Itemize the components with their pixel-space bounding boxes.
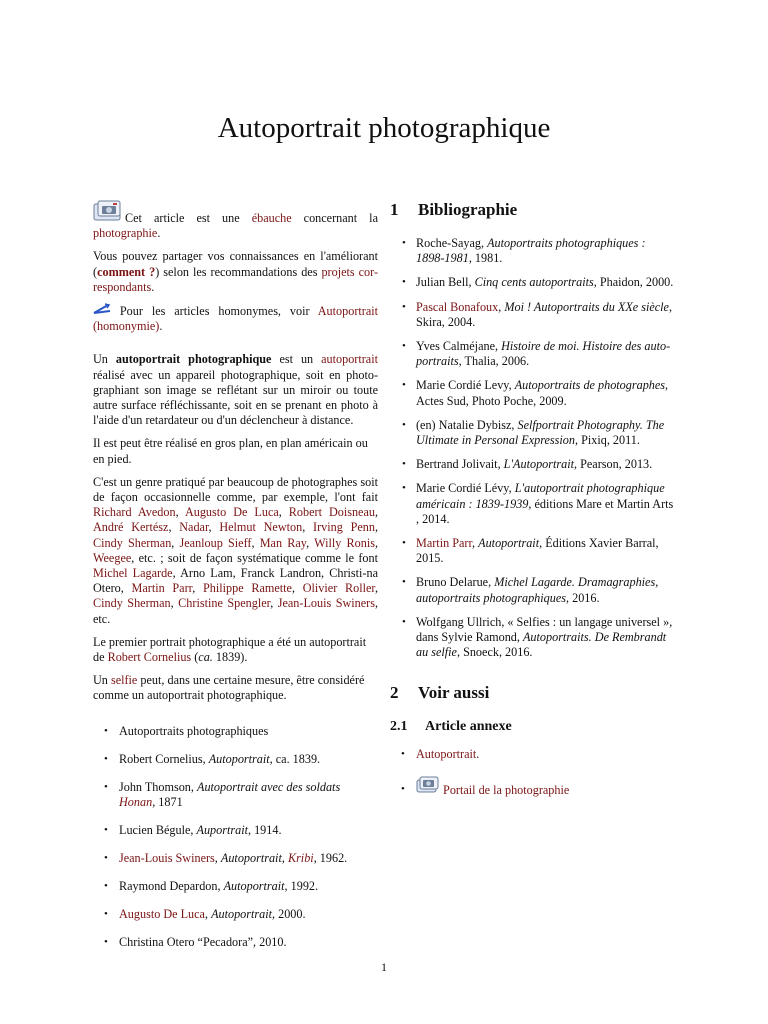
link-photographer[interactable]: Martin Parr [131,581,193,596]
bibliography-list [390,236,676,660]
link-homonymie[interactable]: Autoportrait (homonymie) [93,304,378,334]
list-item: • Autoportraits photographiques [93,724,378,739]
link-photographer[interactable]: Jeanloup Sieff [179,535,252,550]
link-ebauche[interactable]: ébauche [251,211,292,225]
section-heading-bibliographie: 1 Bibliographie [390,200,518,219]
intro-paragraph: Un autoportrait photographique est un autoportrait réalisé avec un appareil photographique, soit en photo-graphiant son image se reflétant sur un miroir ou toute autre surface réfléchissante, soit en se prenant en photo à l'aide d'un retardateur ou d'un déclencheur à distance. [93,352,378,428]
link-photographer[interactable]: Michel Lagarde [93,566,173,581]
selfie-paragraph: Un selfie peut, dans une certaine mesure, être considéré comme un autoportrait photographique. [93,673,365,703]
examples-list [93,724,378,950]
stub-notice: Cet article est une ébauche concernant la photographie. [93,208,378,241]
list-item: • Julian Bell, Cinq cents autoportraits, Phaidon, 2000. [390,275,676,290]
link-photographer[interactable]: Nadar [179,520,209,535]
annexe-list [390,747,676,798]
plan-paragraph: Il est peut être réalisé en gros plan, en plan américain ou en pied. [93,436,368,466]
list-item: • John Thomson, Autoportrait avec des soldats Honan, 1871 [93,780,378,810]
link-parr[interactable]: Martin Parr [416,536,473,551]
link-projets[interactable]: projets cor-respondants [93,264,379,294]
link-photographer[interactable]: Philippe Ramette [203,581,292,596]
link-selfie[interactable]: selfie [110,673,138,688]
list-item: • Lucien Bégule, Auportrait, 1914. [93,823,378,838]
link-autoportrait[interactable]: autoportrait [321,352,378,367]
list-item: • Raymond Depardon, Autoportrait, 1992. [93,879,378,894]
link-honan[interactable]: Honan [119,794,153,809]
list-item: • Roche-Sayag, Autoportraits photographiques : 1898-1981, 1981. [390,236,676,266]
link-photographer[interactable]: Christine Spengler [178,596,271,611]
section-heading-article-annexe: 2.1 Article annexe [390,719,512,735]
link-photographer[interactable]: Jean-Louis Swiners [277,596,375,611]
list-item: • Pascal Bonafoux, Moi ! Autoportraits du XXe siècle, Skira, 2004. [390,300,676,330]
left-column [93,208,378,950]
link-photographer[interactable]: Olivier Roller [302,581,375,596]
link-bonafoux[interactable]: Pascal Bonafoux [416,299,499,314]
link-photographer[interactable]: Willy Ronis [314,535,375,550]
list-item: • Martin Parr, Autoportrait, Éditions Xavier Barral, 2015. [390,536,676,566]
disambiguation-icon [93,303,111,319]
link-photographer[interactable]: Man Ray [259,535,307,550]
link-autoportrait-annexe[interactable]: Autoportrait [416,746,477,761]
page-number: 1 [381,960,387,974]
list-item: • Yves Calméjane, Histoire de moi. Histoire des auto-portraits, Thalia, 2006. [390,339,676,369]
list-item: • Marie Cordié Levy, Autoportraits de photographes, Actes Sud, Photo Poche, 2009. [390,378,676,408]
section-heading-voir-aussi: 2 Voir aussi [390,683,490,703]
link-photographer[interactable]: Irving Penn [313,520,375,535]
list-item: • Bruno Delarue, Michel Lagarde. Dramagraphies, autoportraits photographiques, 2016. [390,575,676,605]
link-de-luca[interactable]: Augusto De Luca [119,906,205,921]
link-photographer[interactable]: André Kertész [93,520,169,535]
list-item: • Augusto De Luca, Autoportrait, 2000. [93,907,378,922]
link-photographer[interactable]: Cindy Sherman [93,596,171,611]
list-item: • Jean-Louis Swiners, Autoportrait, Kribi, 1962. [93,851,378,866]
list-item: • Wolfgang Ullrich, « Selfies : un langage universel », dans Sylvie Ramond, Autoportraits. De Rembrandt au selfie, Snoeck, 2016. [390,615,676,661]
link-photographer[interactable]: Richard Avedon [93,505,176,520]
list-item: • Autoportrait. [390,747,676,762]
list-item: • (en) Natalie Dybisz, Selfportrait Photography. The Ultimate in Personal Expression, Pixiq, 2011. [390,418,676,448]
first-portrait-paragraph: Le premier portrait photographique a été un autoportrait de Robert Cornelius (ca. 1839). [93,634,367,665]
link-photographer[interactable]: Helmut Newton [219,520,303,535]
link-photographie[interactable]: photographie [93,226,158,241]
list-item [390,782,676,798]
link-portail-photographie[interactable]: Portail de la photographie [443,782,570,797]
homonym-notice: Pour les articles homonymes, voir Autoportrait (homonymie). [93,304,378,334]
camera-icon [416,776,440,798]
stub-contribute: Vous pouvez partager vos connaissances en l'améliorant (comment ?) selon les recommandations des projets cor-respondants. [93,249,379,294]
link-photographer[interactable]: Weegee [93,550,132,565]
page-title: Autoportrait photographique [217,112,551,144]
link-photographer[interactable]: Cindy Sherman [93,535,172,550]
list-item: • Robert Cornelius, Autoportrait, ca. 1839. [93,752,378,767]
genre-paragraph: C'est un genre pratiqué par beaucoup de photographes soit de façon occasionnelle comme, par exemple, l'ont fait Richard Avedon, Augusto De Luca, Robert Doisneau, André Kertész, Nadar, Helmut Newton, Irving Penn, Cindy Sherman, Jeanloup Sieff, Man Ray, Willy Ronis, Weegee, etc. ; soit de façon systématique comme le font Michel Lagarde, Arno Lam, Franck Landron, Christi-na Otero, Martin Parr, Philippe Ramette, Olivier Roller, Cindy Sherman, Christine Spengler, Jean-Louis Swiners, etc. [93,474,379,626]
link-cornelius[interactable]: Robert Cornelius [107,650,192,665]
right-column [390,200,676,798]
list-item: • Marie Cordié Lévy, L'autoportrait photographique américain : 1839-1939, éditions Mare et Martin Arts , 2014. [390,481,676,527]
list-item: • Christina Otero “Pecadora”, 2010. [93,935,378,950]
camera-icon [93,200,125,226]
link-photographer[interactable]: Robert Doisneau [288,505,375,520]
list-item: • Bertrand Jolivait, L'Autoportrait, Pearson, 2013. [390,457,676,472]
link-photographer[interactable]: Augusto De Luca [184,505,279,520]
link-swiners[interactable]: Jean-Louis Swiners [119,850,215,865]
link-comment[interactable]: comment ? [97,264,156,279]
link-kribi[interactable]: Kribi [287,850,314,865]
